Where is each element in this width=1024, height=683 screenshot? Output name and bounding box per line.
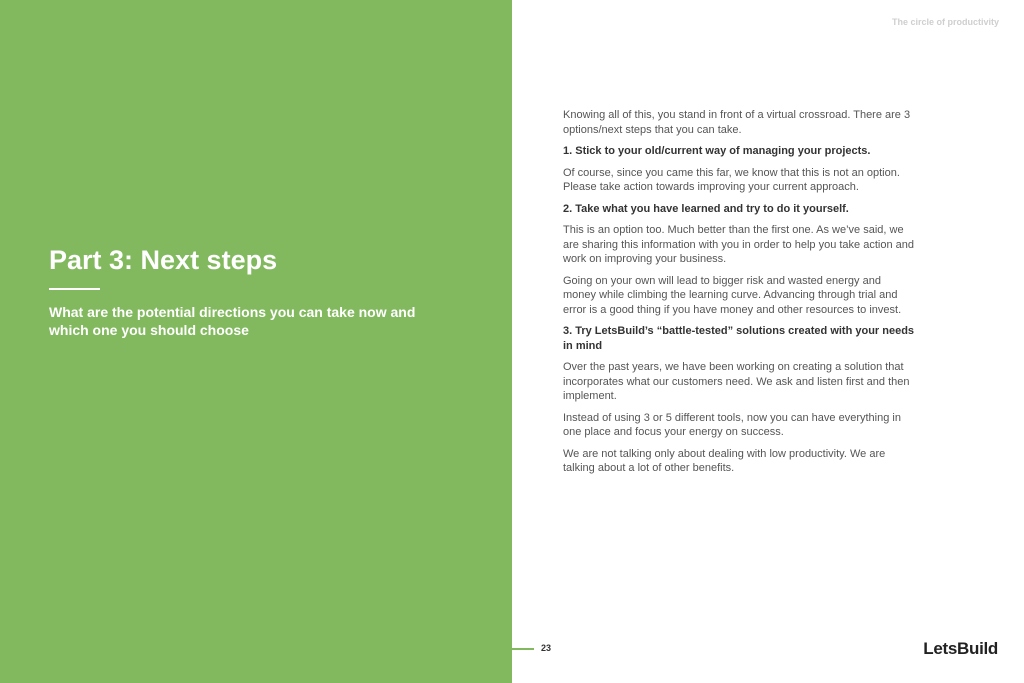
body-text xyxy=(563,108,915,483)
paragraph: We are not talking only about dealing with low productivity. We are talking about a lot of other benefits. xyxy=(563,447,886,474)
paragraph: Over the past years, we have been working on creating a solution that incorporates what our customers need. We ask and listen first and then implement. xyxy=(563,361,910,402)
step-heading-1: 1. Stick to your old/current way of managing your projects. xyxy=(563,145,871,157)
page-number: 23 xyxy=(541,643,552,653)
page-number-line xyxy=(512,648,534,650)
step-heading-2: 2. Take what you have learned and try to do it yourself. xyxy=(563,202,849,215)
running-header: The circle of productivity xyxy=(891,17,999,27)
paragraph: Knowing all of this, you stand in front of a virtual crossroad. There are 3 options/next steps that you can take. xyxy=(563,109,911,136)
paragraph: This is an option too. Much better than the first one. As we’ve said, we are sharing this information with you in order to help you take action and work on improving your business. xyxy=(563,224,914,265)
step-heading-3: 3. Try LetsBuild’s “battle-tested” solutions created with your needs in mind xyxy=(563,325,915,352)
title-underline xyxy=(49,288,100,290)
section-subtitle: What are the potential directions you can take now and which one you should choose xyxy=(49,304,416,338)
section-title: Part 3: Next steps xyxy=(49,245,278,275)
paragraph: Going on your own will lead to bigger risk and wasted energy and money while climbing the learning curve. Advancing through trial and error is a good thing if you have money and other resources to invest. xyxy=(563,274,902,316)
paragraph: Instead of using 3 or 5 different tools, now you can have everything in one place and focus your energy on success. xyxy=(563,411,901,438)
paragraph: Of course, since you came this far, we know that this is not an option. Please take action towards improving your current approach. xyxy=(563,166,900,193)
letsbuild-logo: LetsBuild xyxy=(923,639,998,658)
